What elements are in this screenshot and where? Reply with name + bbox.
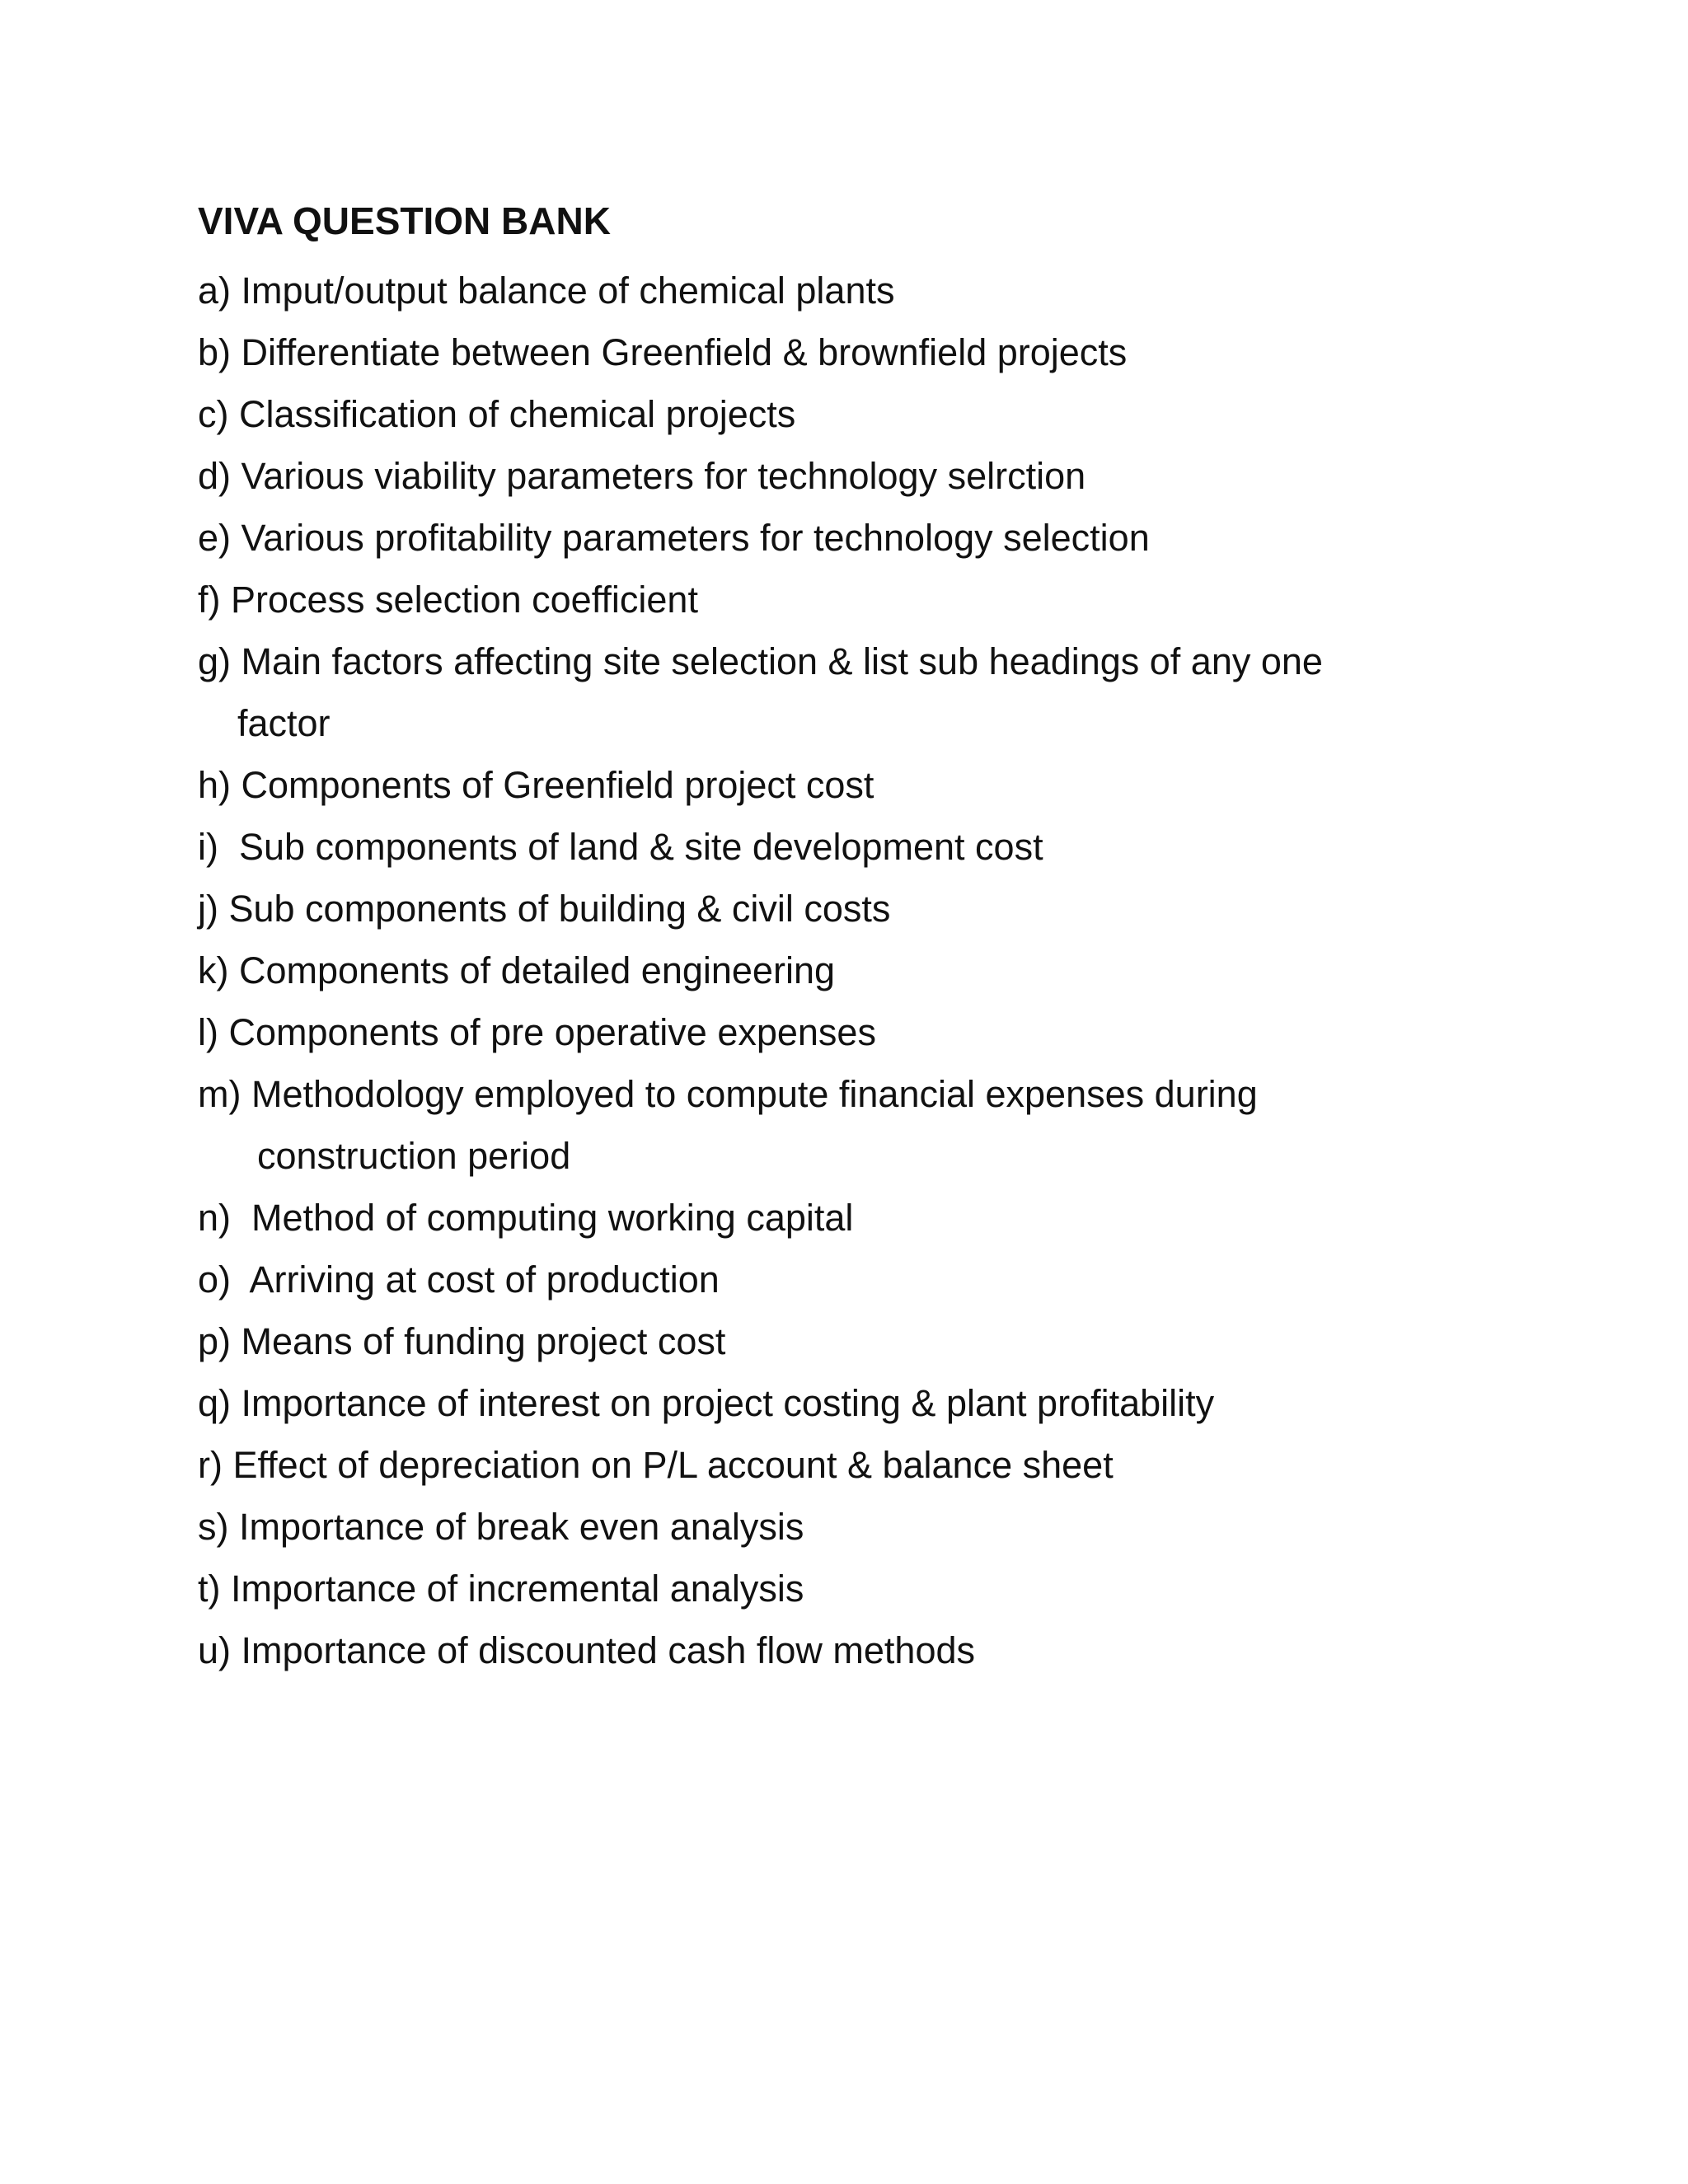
- question-item: h) Components of Greenfield project cost: [198, 764, 874, 806]
- question-item: f) Process selection coefficient: [198, 579, 698, 621]
- question-item: l) Components of pre operative expenses: [198, 1011, 876, 1053]
- question-list: [198, 260, 1484, 1681]
- question-item: c) Classification of chemical projects: [198, 393, 796, 435]
- question-item: i) Sub components of land & site development cost: [198, 826, 1043, 868]
- question-item: p) Means of funding project cost: [198, 1320, 726, 1362]
- question-item-continuation: construction period: [257, 1135, 571, 1177]
- question-item: k) Components of detailed engineering: [198, 949, 835, 991]
- question-item: s) Importance of break even analysis: [198, 1506, 804, 1548]
- question-item: a) Imput/output balance of chemical plants: [198, 269, 895, 312]
- question-item: e) Various profitability parameters for technology selection: [198, 517, 1150, 559]
- question-item-continuation: factor: [237, 702, 331, 744]
- question-item: o) Arriving at cost of production: [198, 1258, 720, 1301]
- question-item: u) Importance of discounted cash flow methods: [198, 1629, 976, 1671]
- question-item: d) Various viability parameters for technology selrction: [198, 455, 1086, 497]
- question-item: t) Importance of incremental analysis: [198, 1568, 804, 1610]
- document-content: [198, 198, 1484, 1681]
- question-item: m) Methodology employed to compute financial expenses during: [198, 1073, 1258, 1115]
- page-title: VIVA QUESTION BANK: [198, 199, 611, 242]
- question-item: q) Importance of interest on project costing & plant profitability: [198, 1382, 1215, 1424]
- question-item: b) Differentiate between Greenfield & brownfield projects: [198, 331, 1128, 373]
- question-item: r) Effect of depreciation on P/L account & balance sheet: [198, 1444, 1114, 1486]
- question-item: j) Sub components of building & civil costs: [198, 888, 891, 930]
- question-item: g) Main factors affecting site selection & list sub headings of any one: [198, 640, 1323, 682]
- question-item: n) Method of computing working capital: [198, 1197, 854, 1239]
